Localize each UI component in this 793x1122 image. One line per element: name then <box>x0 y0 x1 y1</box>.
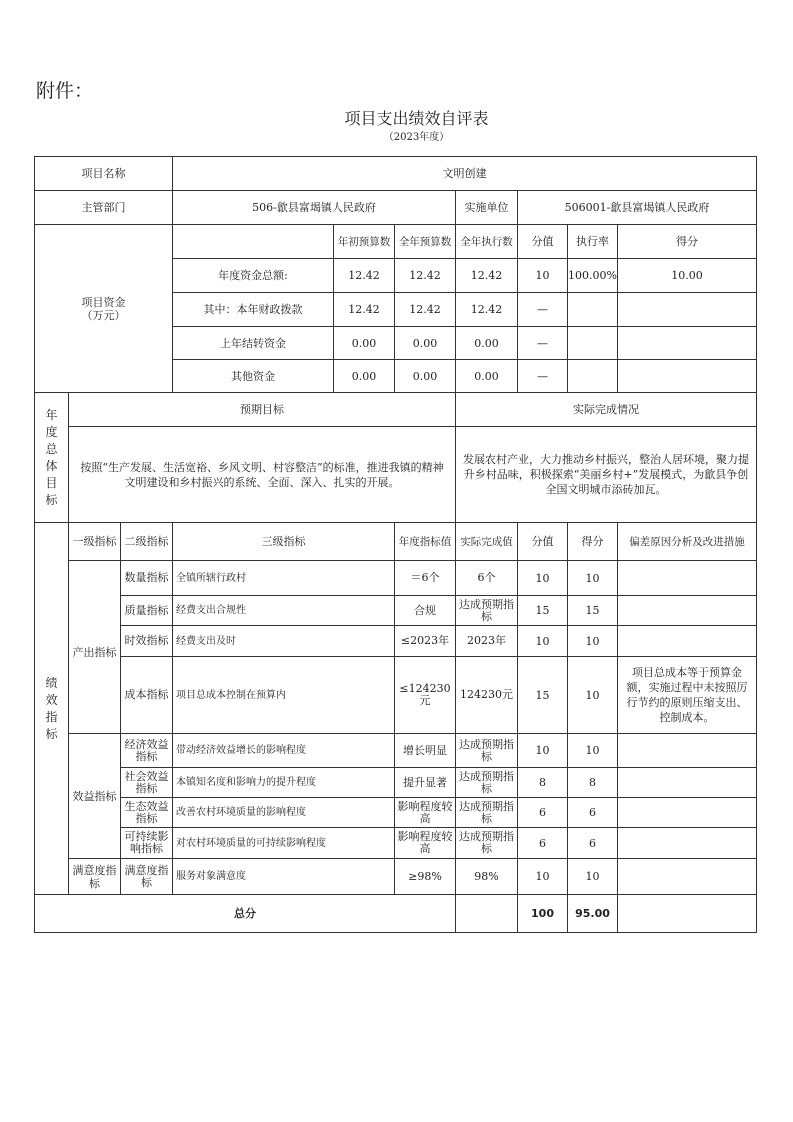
perf-reason <box>618 859 756 895</box>
fund-annual: 0.00 <box>395 327 456 360</box>
perf-reason <box>618 768 756 798</box>
perf-value: 10 <box>518 859 568 895</box>
perf-value: 8 <box>518 768 568 798</box>
fund-executed: 12.42 <box>456 259 518 293</box>
perf-target: 合规 <box>395 596 456 626</box>
fund-score: 10.00 <box>618 259 756 293</box>
perf-value: 15 <box>518 657 568 734</box>
page-subtitle: （2023年度） <box>383 132 450 143</box>
total-actual-blank <box>456 895 518 932</box>
funds-header-rate: 执行率 <box>568 225 618 259</box>
goals-label <box>35 393 69 523</box>
fund-score <box>618 293 756 327</box>
total-reason-blank <box>618 895 756 932</box>
goals-actual-header: 实际完成情况 <box>456 393 756 427</box>
perf-reason: 项目总成本等于预算金额，实施过程中未按照厉行节约的原则压缩支出、控制成本。 <box>618 657 756 734</box>
perf-level2: 满意度指标 <box>121 859 173 895</box>
total-score: 95.00 <box>568 895 618 932</box>
fund-score-value: — <box>518 327 568 360</box>
perf-group-output: 产出指标 <box>69 561 121 734</box>
perf-group-satisfaction: 满意度指标 <box>69 859 121 895</box>
fund-score-value: — <box>518 293 568 327</box>
funds-label-line1: 项目资金 <box>81 295 126 309</box>
fund-score-value: — <box>518 360 568 393</box>
perf-value: 10 <box>518 626 568 657</box>
fund-initial: 0.00 <box>334 360 395 393</box>
perf-level2: 生态效益指标 <box>121 798 173 828</box>
perf-actual: 124230元 <box>456 657 518 734</box>
fund-initial: 12.42 <box>334 293 395 327</box>
funds-header-blank <box>173 225 334 259</box>
perf-level2: 数量指标 <box>121 561 173 596</box>
impl-unit-label: 实施单位 <box>456 191 518 225</box>
perf-header-target: 年度指标值 <box>395 523 456 561</box>
perf-actual: 达成预期指标 <box>456 596 518 626</box>
perf-actual: 98% <box>456 859 518 895</box>
fund-executed: 12.42 <box>456 293 518 327</box>
goals-expected-header: 预期目标 <box>69 393 456 427</box>
fund-executed: 0.00 <box>456 327 518 360</box>
perf-actual: 6个 <box>456 561 518 596</box>
page-title: 项目支出绩效自评表 <box>344 109 489 128</box>
perf-header-level2: 二级指标 <box>121 523 173 561</box>
fund-annual: 12.42 <box>395 259 456 293</box>
perf-actual: 达成预期指标 <box>456 768 518 798</box>
perf-score: 8 <box>568 768 618 798</box>
fund-score-value: 10 <box>518 259 568 293</box>
fund-executed: 0.00 <box>456 360 518 393</box>
perf-level2: 社会效益指标 <box>121 768 173 798</box>
perf-score: 10 <box>568 561 618 596</box>
goals-actual-text: 发展农村产业，大力推动乡村振兴，整治人居环境，聚力提升乡村品味，积极探索“美丽乡村+”发展模式，为歙县争创全国文明城市添砖加瓦。 <box>456 427 756 523</box>
perf-score: 10 <box>568 734 618 768</box>
dept-value: 506-歙县富堨镇人民政府 <box>173 191 456 225</box>
perf-value: 10 <box>518 734 568 768</box>
perf-level3: 改善农村环境质量的影响程度 <box>173 798 395 828</box>
fund-annual: 12.42 <box>395 293 456 327</box>
fund-rate: 100.00% <box>568 259 618 293</box>
fund-rate <box>568 327 618 360</box>
funds-header-score-value: 分值 <box>518 225 568 259</box>
total-label: 总分 <box>35 895 456 932</box>
perf-header-actual: 实际完成值 <box>456 523 518 561</box>
dept-label: 主管部门 <box>35 191 173 225</box>
perf-level3: 全镇所辖行政村 <box>173 561 395 596</box>
impl-unit-value: 506001-歙县富堨镇人民政府 <box>518 191 756 225</box>
perf-header-reason: 偏差原因分析及改进措施 <box>618 523 756 561</box>
fund-score <box>618 327 756 360</box>
perf-reason <box>618 798 756 828</box>
perf-level3: 对农村环境质量的可持续影响程度 <box>173 828 395 859</box>
perf-reason <box>618 561 756 596</box>
perf-level2: 时效指标 <box>121 626 173 657</box>
perf-header-level1: 一级指标 <box>69 523 121 561</box>
perf-header-score: 得分 <box>568 523 618 561</box>
perf-target: 提升显著 <box>395 768 456 798</box>
perf-actual: 达成预期指标 <box>456 798 518 828</box>
perf-actual: 达成预期指标 <box>456 734 518 768</box>
evaluation-table <box>34 156 757 933</box>
fund-name: 年度资金总额: <box>173 259 334 293</box>
perf-score: 15 <box>568 596 618 626</box>
fund-name: 上年结转资金 <box>173 327 334 360</box>
perf-target: ＝6个 <box>395 561 456 596</box>
perf-reason <box>618 596 756 626</box>
perf-header-value: 分值 <box>518 523 568 561</box>
perf-score: 6 <box>568 828 618 859</box>
perf-level3: 经费支出及时 <box>173 626 395 657</box>
funds-header-score: 得分 <box>618 225 756 259</box>
perf-score: 10 <box>568 657 618 734</box>
perf-target: 影响程度较高 <box>395 798 456 828</box>
perf-level3: 本镇知名度和影响力的提升程度 <box>173 768 395 798</box>
perf-score: 10 <box>568 626 618 657</box>
fund-name: 其中：本年财政拨款 <box>173 293 334 327</box>
perf-value: 6 <box>518 828 568 859</box>
perf-level2: 成本指标 <box>121 657 173 734</box>
perf-level2: 可持续影响指标 <box>121 828 173 859</box>
perf-score: 10 <box>568 859 618 895</box>
perf-level3: 项目总成本控制在预算内 <box>173 657 395 734</box>
project-name-value: 文明创建 <box>173 157 756 191</box>
attachment-label: 附件： <box>36 80 94 102</box>
perf-target: 增长明显 <box>395 734 456 768</box>
perf-target: ≤2023年 <box>395 626 456 657</box>
performance-label <box>35 523 69 895</box>
perf-level2: 经济效益指标 <box>121 734 173 768</box>
fund-rate <box>568 360 618 393</box>
perf-level3: 服务对象满意度 <box>173 859 395 895</box>
perf-actual: 2023年 <box>456 626 518 657</box>
perf-target: ≥98% <box>395 859 456 895</box>
fund-name: 其他资金 <box>173 360 334 393</box>
fund-initial: 0.00 <box>334 327 395 360</box>
perf-value: 10 <box>518 561 568 596</box>
perf-level3: 经费支出合规性 <box>173 596 395 626</box>
fund-score <box>618 360 756 393</box>
goals-label-text: 年度总体目标 <box>45 407 58 507</box>
funds-header-initial: 年初预算数 <box>334 225 395 259</box>
perf-actual: 达成预期指标 <box>456 828 518 859</box>
perf-target: ≤124230元 <box>395 657 456 734</box>
perf-level2: 质量指标 <box>121 596 173 626</box>
perf-group-benefit: 效益指标 <box>69 734 121 859</box>
funds-header-executed: 全年执行数 <box>456 225 518 259</box>
perf-reason <box>618 734 756 768</box>
perf-value: 6 <box>518 798 568 828</box>
funds-label-line2: （万元） <box>81 308 126 322</box>
performance-label-text: 绩效指标 <box>45 675 58 741</box>
total-value: 100 <box>518 895 568 932</box>
funds-header-annual: 全年预算数 <box>395 225 456 259</box>
goals-expected-text: 按照“生产发展、生活宽裕、乡风文明、村容整洁”的标准，推进我镇的精神文明建设和乡村振兴的系统、全面、深入、扎实的开展。 <box>69 427 456 523</box>
perf-target: 影响程度较高 <box>395 828 456 859</box>
fund-rate <box>568 293 618 327</box>
fund-initial: 12.42 <box>334 259 395 293</box>
perf-score: 6 <box>568 798 618 828</box>
project-name-label: 项目名称 <box>35 157 173 191</box>
perf-value: 15 <box>518 596 568 626</box>
funds-label <box>35 225 173 393</box>
perf-reason <box>618 828 756 859</box>
perf-header-level3: 三级指标 <box>173 523 395 561</box>
fund-annual: 0.00 <box>395 360 456 393</box>
perf-level3: 带动经济效益增长的影响程度 <box>173 734 395 768</box>
perf-reason <box>618 626 756 657</box>
